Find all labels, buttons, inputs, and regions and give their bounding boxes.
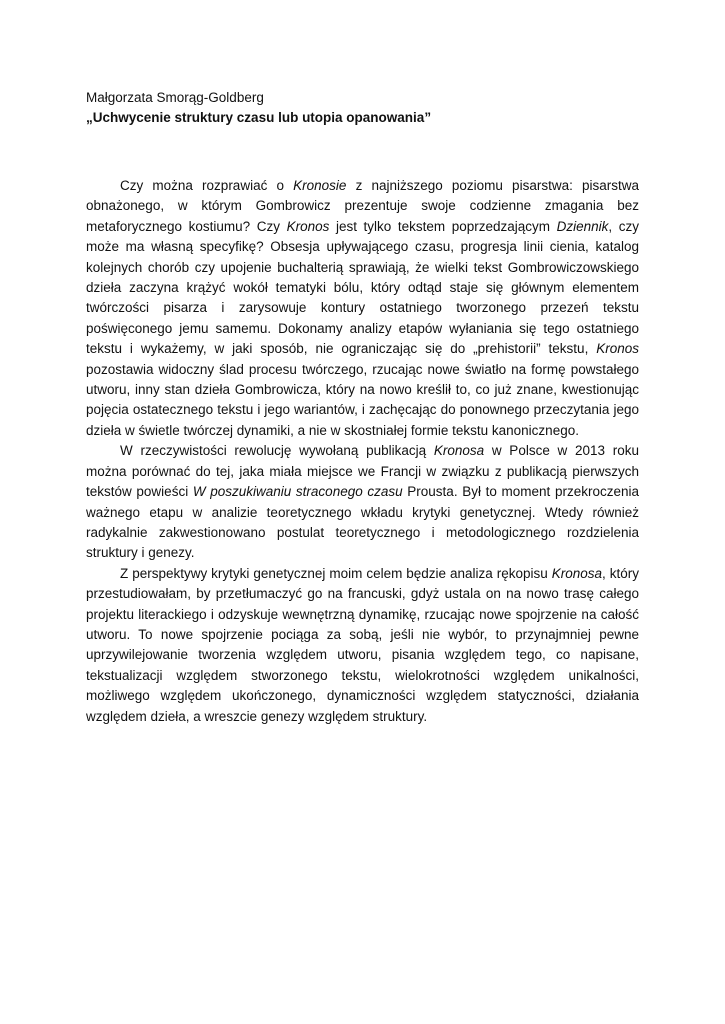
text-run: Czy można rozprawiać o	[120, 178, 294, 193]
italic-title-run: Kronosa	[551, 565, 603, 581]
text-run: pozostawia widoczny ślad procesu twórczego, rzucając nowe światło na formę powstałego utworu, inny stan dzieła Gombrowicza, który na nowo kreślił to, co już znane, kwestionując pojęcia ostatecznego tekstu i jego wariantów, i zachęcając do ponownego przeczytania jego dzieła w świetle twórczej dynamiki, a nie w skostniałej formie tekstu kanonicznego.	[86, 361, 639, 438]
italic-title-run: W poszukiwaniu straconego czasu	[192, 484, 403, 500]
text-run: , czy może ma własną specyfikę? Obsesja upływającego czasu, progresja linii cienia, katalog kolejnych chorób czy upojenie buchalterią sprawiają, że wielki tekst Gombrowiczowskiego dzieła zaczyna krążyć wokół tematyki bólu, który odtąd staje się głównym elementem twórczości pisarza i zarysowuje kontury ostatniego tworzonego przezeń tekstu poświęconego jemu samemu. Dokonamy analizy etapów wyłaniania się tego ostatniego tekstu i wykażemy, w jaki sposób, nie ograniczając się do „prehistorii” tekstu,	[86, 218, 639, 357]
text-run: w Polsce w 2013 roku można porównać do tej, jaka miała miejsce we Francji w związku z publikacją pierwszych tekstów powieści	[86, 443, 639, 500]
paragraph-3	[86, 564, 639, 727]
document-title: „Uchwycenie struktury czasu lub utopia opanowania”	[86, 110, 432, 125]
text-run: , który przestudiowałam, by przetłumaczyć go na francuski, gdyż ustala on na nowo trasę całego projektu literackiego i odzyskuje wewnętrzną dynamikę, rzucając nowe spojrzenie na całość utworu. To nowe spojrzenie pociąga za sobą, jeśli nie wybór, to przynajmniej pewne uprzywilejowanie tworzenia względem utworu, pisania względem tego, co napisane, tekstualizacji względem stworzonego tekstu, wielokrotności względem unikalności, możliwego względem ukończonego, dynamiczności względem statyczności, działania względem dzieła, a wreszcie genezy względem struktury.	[86, 565, 639, 724]
paragraph-1	[86, 176, 639, 441]
italic-title-run: Kronosie	[293, 178, 347, 193]
author-name: Małgorzata Smorąg-Goldberg	[86, 90, 264, 105]
text-run: W rzeczywistości rewolucję wywołaną publikacją	[120, 443, 434, 459]
text-run: jest tylko tekstem poprzedzającym	[329, 218, 557, 234]
italic-title-run: Kronos	[286, 218, 330, 234]
italic-title-run: Kronosa	[433, 443, 485, 459]
italic-title-run: Kronos	[596, 341, 639, 357]
document-body	[86, 176, 639, 727]
text-run: Z perspektywy krytyki genetycznej moim celem będzie analiza rękopisu	[120, 565, 552, 581]
document-content	[86, 88, 639, 727]
paragraph-2	[86, 441, 639, 563]
text-run: Prousta. Był to moment przekroczenia ważnego etapu w analizie teoretycznego wkładu krytyki genetycznej. Wtedy również radykalnie zakwestionowano postulat teoretycznego i metodologicznego rozdzielenia struktury i genezy.	[86, 484, 639, 561]
italic-title-run: Dziennik	[556, 218, 609, 234]
text-run: z najniższego poziomu pisarstwa: pisarstwa obnażonego, w którym Gombrowicz prezentuje swoje codzienne zmagania bez metaforycznego kostiumu? Czy	[86, 178, 639, 234]
